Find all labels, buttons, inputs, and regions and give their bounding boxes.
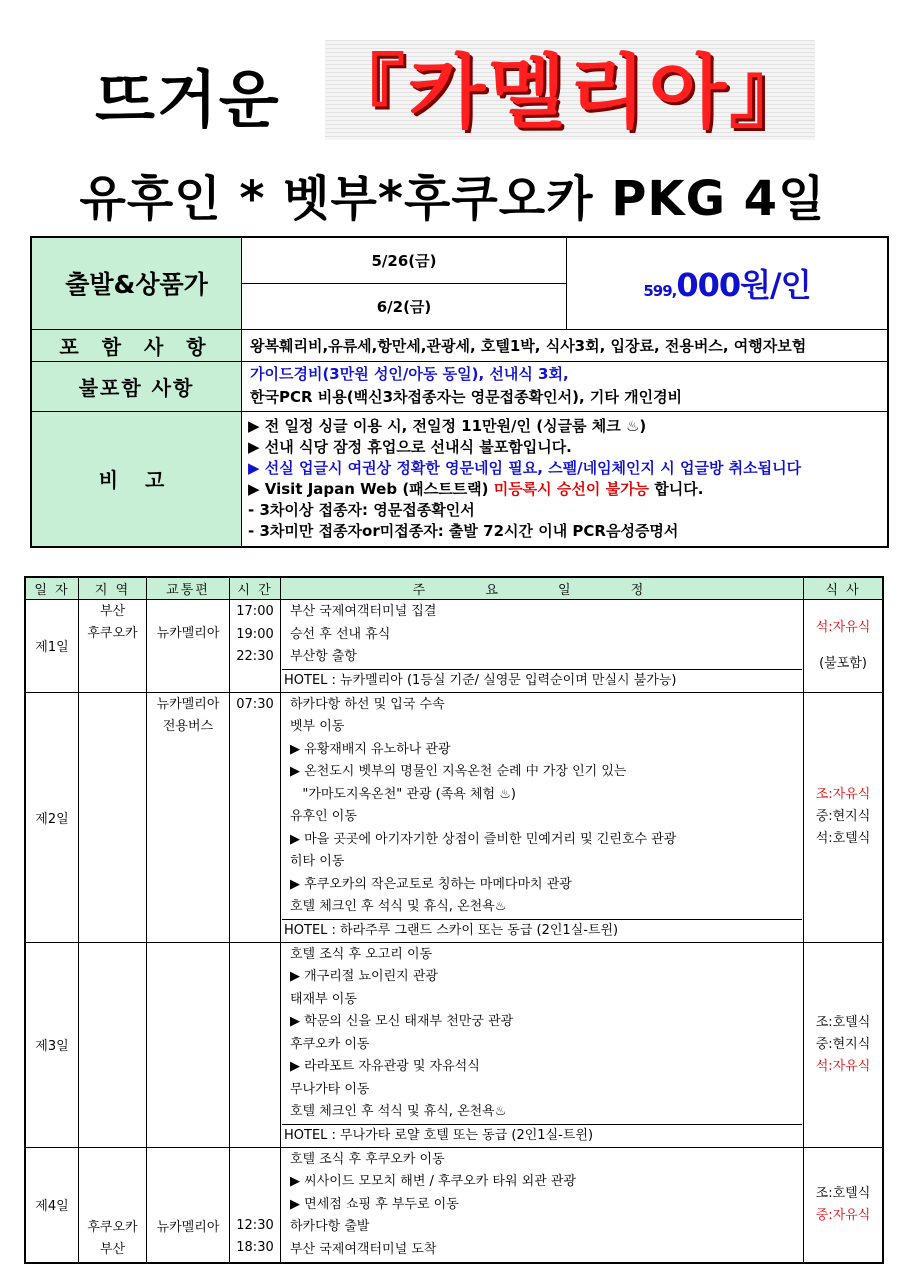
include-text: 왕복훼리비,유류세,항만세,관광세, 호텔1박, 식사3회, 입장료, 전용버스, 여행자보험 bbox=[242, 329, 889, 361]
meal-breakfast: 조:호텔식 bbox=[815, 1014, 871, 1030]
transport-ferry: 뉴카멜리아 bbox=[156, 696, 220, 712]
day-3-label: 제3일 bbox=[25, 942, 79, 1147]
time: 17:00 bbox=[236, 604, 274, 619]
note-2: ▶ 선내 식당 잠정 휴업으로 선내식 불포함입니다. bbox=[248, 437, 572, 456]
itinerary-item: 하카다항 출발 bbox=[290, 1219, 370, 1234]
time: 07:30 bbox=[236, 696, 274, 712]
note-4 bbox=[248, 479, 886, 500]
date-1: 5/26(금) bbox=[242, 237, 567, 283]
day-1-transport: 뉴카멜리아 bbox=[147, 600, 230, 693]
day-2-transport bbox=[147, 692, 230, 942]
day-3-meal bbox=[804, 942, 884, 1147]
day-4-items bbox=[281, 1147, 804, 1263]
itinerary-item: 하카다항 하선 및 입국 수속 bbox=[290, 696, 445, 712]
time: 22:30 bbox=[236, 649, 274, 664]
meal-lunch: 중:자유식 bbox=[815, 1207, 871, 1223]
day-1-region bbox=[79, 600, 147, 693]
day-4-transport: 뉴카멜리아 bbox=[147, 1147, 230, 1263]
tour-subtitle: 유후인 * 벳부*후쿠오카 PKG 4일 bbox=[79, 171, 826, 227]
exclude-label: 불포함 사항 bbox=[31, 361, 242, 411]
meal-lunch: 중:현지식 bbox=[815, 809, 871, 824]
itinerary-item: ▶ 온천도시 벳부의 명물인 지옥온천 순례 中 가장 인기 있는 bbox=[290, 764, 627, 779]
note-4-c: 합니다. bbox=[649, 479, 704, 498]
meal-note: (불포함) bbox=[819, 655, 867, 671]
itinerary-item: 호텔 체크인 후 석식 및 휴식, 온천욕♨ bbox=[290, 899, 507, 914]
meal-dinner: 석:자유식 bbox=[815, 619, 871, 635]
col-region: 지 역 bbox=[79, 577, 147, 600]
itinerary-item: 부산 국제여객터미널 도착 bbox=[290, 1241, 437, 1257]
day-1-items bbox=[281, 600, 804, 693]
day-3-times bbox=[230, 942, 281, 1147]
itinerary-item: 벳부 이동 bbox=[290, 719, 345, 734]
day-4-meal bbox=[804, 1147, 884, 1263]
day-2-region bbox=[79, 692, 147, 942]
note-3: ▶ 선실 업글시 여권상 정확한 영문네임 필요, 스펠/네임체인지 시 업글방 취소됩니다 bbox=[248, 458, 802, 477]
itinerary-item: 호텔 조식 후 오고리 이동 bbox=[290, 946, 433, 962]
itinerary-item: ▶ 마을 곳곳에 아기자기한 상점이 즐비한 민예거리 및 긴린호수 관광 bbox=[290, 831, 677, 847]
title-prefix: 뜨거운 bbox=[95, 63, 281, 136]
depart-label: 출발&상품가 bbox=[31, 237, 242, 329]
notes bbox=[242, 411, 889, 547]
col-meal: 식 사 bbox=[804, 577, 884, 600]
price-rest: 000원/인 bbox=[676, 266, 811, 305]
itinerary-item: ▶ 학문의 신을 모신 태재부 천만궁 관광 bbox=[290, 1014, 514, 1029]
exclude-line-2: 한국PCR 비용(백신3차접종자는 영문접종확인서), 기타 개인경비 bbox=[250, 388, 683, 406]
price bbox=[567, 237, 889, 329]
hotel-line: HOTEL : 뉴카멜리아 (1등실 기준/ 실영문 입력순이며 만실시 불가능) bbox=[282, 669, 802, 691]
day-1-row bbox=[25, 600, 883, 693]
day-4-label: 제4일 bbox=[25, 1147, 79, 1263]
hotel-line: HOTEL : 하라주루 그랜드 스카이 또는 동급 (2인1실-트윈) bbox=[282, 919, 802, 941]
day-2-label: 제2일 bbox=[25, 692, 79, 942]
day-1-label: 제1일 bbox=[25, 600, 79, 693]
itinerary-item: ▶ 면세점 쇼핑 후 부두로 이동 bbox=[290, 1196, 459, 1212]
itinerary-item: ▶ 유황재배지 유노하나 관광 bbox=[290, 741, 451, 757]
exclude-line-1: 가이드경비(3만원 성인/아동 동일), 선내식 3회, bbox=[250, 365, 569, 383]
itinerary-item: 태재부 이동 bbox=[290, 991, 357, 1007]
day-4-region-1: 후쿠오카 bbox=[87, 1220, 138, 1235]
itinerary-item: ▶ 씨사이드 모모치 해변 / 후쿠오카 타워 외관 관광 bbox=[290, 1174, 577, 1189]
price-main: 599, bbox=[643, 282, 677, 301]
col-transport: 교통편 bbox=[147, 577, 230, 600]
note-4-a: ▶ Visit Japan Web (패스트트랙) bbox=[248, 479, 494, 498]
brand-title: 『카멜리아』 bbox=[325, 46, 813, 139]
itinerary-item: 무나가타 이동 bbox=[290, 1081, 370, 1097]
day-4-region-2: 부산 bbox=[99, 1242, 126, 1257]
itinerary-item: 후쿠오카 이동 bbox=[290, 1036, 370, 1052]
col-day: 일 자 bbox=[25, 577, 79, 600]
itinerary-item: 호텔 체크인 후 석식 및 휴식, 온천욕♨ bbox=[290, 1104, 507, 1119]
day-1-region-2: 후쿠오카 bbox=[87, 626, 138, 641]
itinerary-item: ▶ 후쿠오카의 작은교토로 칭하는 마메다마치 관광 bbox=[290, 876, 572, 892]
day-2-row bbox=[25, 692, 883, 942]
day-4-region bbox=[79, 1147, 147, 1263]
note-label: 비 고 bbox=[31, 411, 242, 547]
itinerary-item: 부산 국제여객터미널 집결 bbox=[290, 604, 437, 619]
date-2: 6/2(금) bbox=[242, 283, 567, 329]
time: 19:00 bbox=[236, 626, 274, 642]
day-2-meal bbox=[804, 692, 884, 942]
schedule-table bbox=[24, 576, 884, 1264]
product-info-table bbox=[30, 236, 889, 548]
itinerary-item: 호텔 조식 후 후쿠오카 이동 bbox=[290, 1151, 445, 1167]
col-time: 시 간 bbox=[230, 577, 281, 600]
include-label: 포 함 사 항 bbox=[31, 329, 242, 361]
meal-lunch: 중:현지식 bbox=[815, 1036, 871, 1052]
transport-bus: 전용버스 bbox=[162, 718, 214, 734]
day-1-region-1: 부산 bbox=[99, 604, 126, 619]
day-4-row bbox=[25, 1147, 883, 1263]
day-3-transport bbox=[147, 942, 230, 1147]
col-itinerary: 주 요 일 정 bbox=[281, 577, 804, 600]
day-3-region bbox=[79, 942, 147, 1147]
hotel-line: HOTEL : 무나가타 로얄 호텔 또는 동급 (2인1실-트윈) bbox=[282, 1124, 802, 1146]
itinerary-item: ▶ 개구리절 뇨이린지 관광 bbox=[290, 969, 438, 984]
itinerary-item: 히타 이동 bbox=[290, 854, 345, 869]
day-3-row bbox=[25, 942, 883, 1147]
itinerary-item: 유후인 이동 bbox=[290, 809, 357, 824]
itinerary-item: 승선 후 선내 휴식 bbox=[290, 626, 391, 642]
note-5: - 3차이상 접종자: 영문접종확인서 bbox=[248, 500, 475, 519]
exclude-text bbox=[242, 361, 889, 411]
meal-dinner: 석:자유식 bbox=[815, 1058, 871, 1074]
time: 18:30 bbox=[236, 1240, 274, 1255]
day-1-times bbox=[230, 600, 281, 693]
day-4-times bbox=[230, 1147, 281, 1263]
time: 12:30 bbox=[236, 1217, 274, 1233]
itinerary-item: ▶ 라라포트 자유관광 및 자유석식 bbox=[290, 1059, 480, 1074]
note-4-red: 미등록시 승선이 불가능 bbox=[493, 479, 650, 498]
note-1: ▶ 전 일정 싱글 이용 시, 전일정 11만원/인 (싱글룸 체크 ♨) bbox=[248, 416, 647, 435]
itinerary-item: "가마도지옥온천" 관광 (족욕 체험 ♨) bbox=[290, 786, 516, 802]
day-2-items bbox=[281, 692, 804, 942]
note-6: - 3차미만 접종자or미접종자: 출발 72시간 이내 PCR음성증명서 bbox=[248, 521, 679, 540]
day-2-times bbox=[230, 692, 281, 942]
itinerary-item: 부산항 출항 bbox=[290, 649, 357, 664]
day-3-items bbox=[281, 942, 804, 1147]
day-1-meal bbox=[804, 600, 884, 693]
meal-dinner: 석:호텔식 bbox=[815, 831, 871, 846]
meal-breakfast: 조:호텔식 bbox=[815, 1185, 871, 1201]
meal-breakfast: 조:자유식 bbox=[815, 787, 871, 802]
